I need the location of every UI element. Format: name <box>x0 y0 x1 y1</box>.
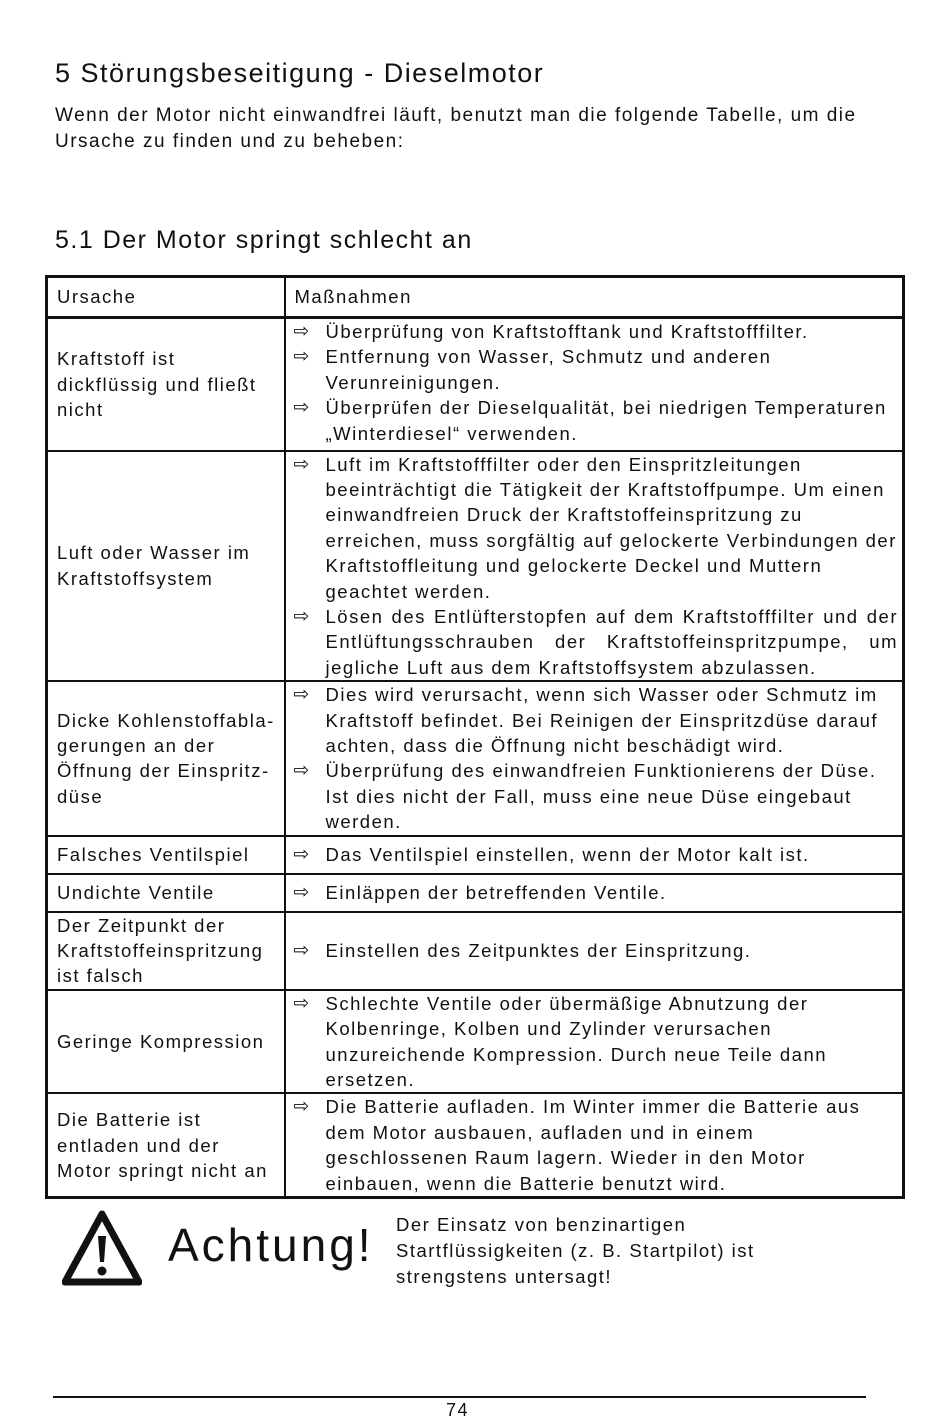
measure-item: ⇨ Überprüfung des einwandfreien Funktionierens der Düse. Ist dies nicht der Fall, muss eine neue Düse eingebaut werden. <box>293 760 877 833</box>
measure-item: ⇨ Schlechte Ventile oder übermäßige Abnutzung der Kolbenringe, Kolben und Zylinder verursachen unzureichende Kompression. Durch neue Teile dann ersetzen. <box>293 992 828 1091</box>
measure-item: ⇨ Einstellen des Zeitpunktes der Einspritzung. <box>292 938 899 963</box>
cause-cell: Geringe Kompression <box>47 990 285 1094</box>
arrow-right-icon: ⇨ <box>293 843 311 865</box>
measures-cell <box>285 912 904 990</box>
measures-cell <box>285 318 904 451</box>
table-header-row <box>47 277 904 318</box>
measure-item: ⇨ Die Batterie aufladen. Im Winter immer die Batterie aus dem Motor ausbauen, aufladen und in einem geschlossenen Raum lagern. Wieder in den Motor einbauen, wenn die Batterie benutzt wird. <box>293 1096 861 1194</box>
arrow-right-icon: ⇨ <box>293 881 311 903</box>
measures-cell <box>285 990 904 1094</box>
measures-cell <box>285 874 904 912</box>
arrow-right-icon: ⇨ <box>293 1096 311 1118</box>
warning-title: Achtung! <box>168 1219 374 1271</box>
intro-paragraph: Wenn der Motor nicht einwandfrei läuft, benutzt man die folgende Tabelle, um die Ursache zu finden und zu beheben: <box>55 105 857 152</box>
cause-cell: Luft oder Wasser im Kraftstoffsystem <box>47 451 285 682</box>
page-heading: 5 Störungsbeseitigung - Dieselmotor <box>55 58 545 88</box>
table-row <box>47 836 904 874</box>
arrow-right-icon: ⇨ <box>293 453 311 475</box>
arrow-right-icon: ⇨ <box>293 992 311 1014</box>
cause-cell: Die Batterie ist entladen und der Motor springt nicht an <box>47 1093 285 1197</box>
measure-item: ⇨ Lösen des Entlüfterstopfen auf dem Kraftstofffilter und der Entlüftungsschrauben der Kraftstoffeinspritzpumpe, um jegliche Luft aus dem Kraftstoffsystem abzulassen. <box>293 605 898 678</box>
cause-cell: Der Zeitpunkt der Kraftstoffeinspritzung ist falsch <box>47 912 285 990</box>
table-row <box>47 874 904 912</box>
measure-item: ⇨ Dies wird verursacht, wenn sich Wasser oder Schmutz im Kraftstoff befindet. Bei Reinigen der Einspritzdüse darauf achten, dass die Öffnung nicht beschädigt wird. <box>293 684 879 756</box>
page-number: 74 <box>445 1400 470 1420</box>
measures-cell <box>285 1093 904 1197</box>
measure-item: ⇨ Überprüfen der Dieselqualität, bei niedrigen Temperaturen „Winterdiesel“ verwenden. <box>293 397 887 444</box>
measures-cell <box>285 681 904 835</box>
table-row <box>47 1093 904 1197</box>
table-row <box>47 990 904 1094</box>
arrow-right-icon: ⇨ <box>293 684 311 706</box>
cause-cell: Falsches Ventilspiel <box>47 836 285 874</box>
table-row <box>47 451 904 682</box>
arrow-right-icon: ⇨ <box>293 940 311 961</box>
measures-cell <box>285 836 904 874</box>
arrow-right-icon: ⇨ <box>293 760 311 782</box>
table-row <box>47 681 904 835</box>
warning-text: Der Einsatz von benzinartigen Startflüssigkeiten (z. B. Startpilot) ist strengstens untersagt! <box>396 1214 755 1287</box>
warning-triangle-icon <box>62 1210 142 1286</box>
arrow-right-icon: ⇨ <box>293 397 311 419</box>
cause-cell: Kraftstoff ist dickflüssig und fließt nicht <box>47 318 285 451</box>
measure-item: ⇨ Entfernung von Wasser, Schmutz und anderen Verunreinigungen. <box>293 346 772 393</box>
arrow-right-icon: ⇨ <box>293 346 311 368</box>
cause-cell: Dicke Kohlenstoffabla-gerungen an der Öffnung der Einspritz-düse <box>47 681 285 835</box>
column-header-measures: Maßnahmen <box>285 277 904 318</box>
table-row <box>47 318 904 451</box>
column-header-cause: Ursache <box>47 277 285 318</box>
section-heading: 5.1 Der Motor springt schlecht an <box>55 226 473 254</box>
cause-cell: Undichte Ventile <box>47 874 285 912</box>
measure-item: ⇨ Luft im Kraftstofffilter oder den Einspritzleitungen beeinträchtigt die Tätigkeit der Kraftstoffpumpe. Um einen einwandfreien Druck der Kraftstoffeinspritzung zu erreichen, muss sorgfältig auf gelockerte Verbindungen der Kraftstoffleitung und gelockerte Deckel und Muttern geachtet werden. <box>293 453 897 602</box>
measure-item: ⇨ Das Ventilspiel einstellen, wenn der Motor kalt ist. <box>292 842 899 867</box>
troubleshooting-table <box>45 275 905 1199</box>
arrow-right-icon: ⇨ <box>293 321 311 342</box>
footer-divider <box>53 1396 866 1398</box>
arrow-right-icon: ⇨ <box>293 605 311 627</box>
table-row <box>47 912 904 990</box>
measure-item: ⇨ Überprüfung von Kraftstofftank und Kraftstofffilter. <box>292 319 899 344</box>
measure-item: ⇨ Einläppen der betreffenden Ventile. <box>292 880 899 905</box>
measures-cell <box>285 451 904 682</box>
